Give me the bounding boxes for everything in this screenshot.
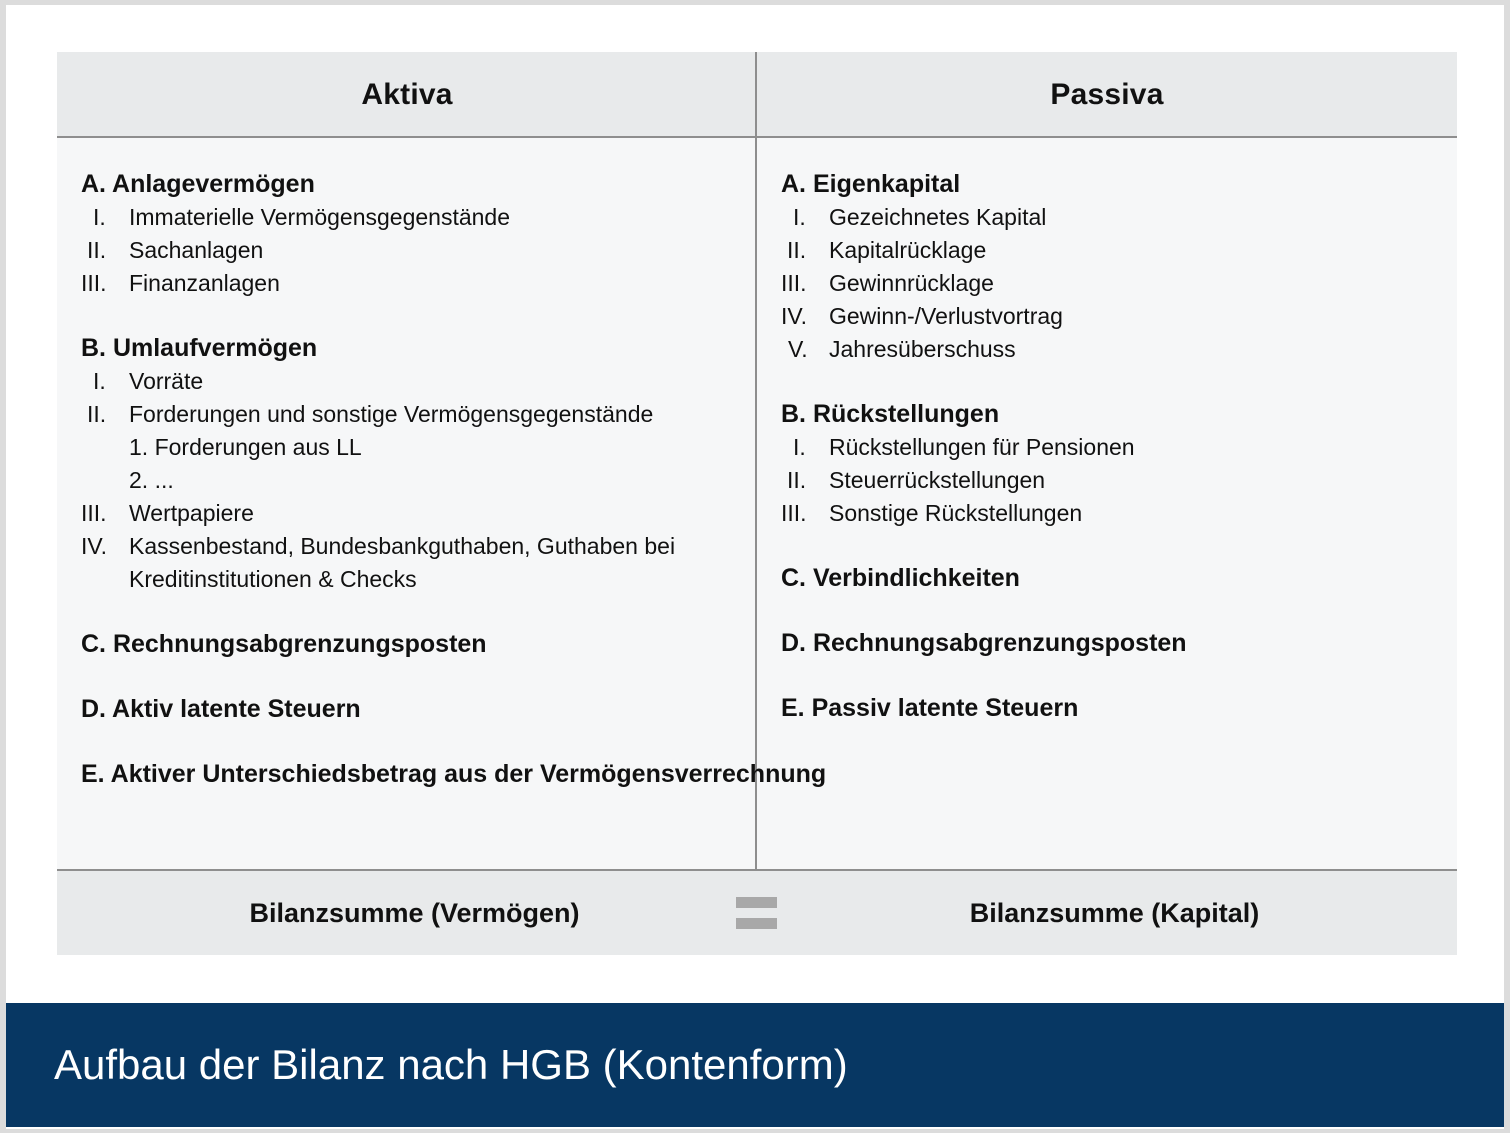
section-title: C. Verbindlichkeiten	[781, 564, 1020, 592]
item-continuation: Kreditinstitutionen & Checks	[129, 566, 417, 592]
item-number: V.	[788, 336, 808, 362]
passiva-section-c	[781, 561, 1461, 595]
item-number: II.	[787, 467, 807, 493]
section-title: D. Aktiv latente Steuern	[81, 695, 361, 723]
item-number: II.	[87, 401, 107, 427]
item-number: III.	[781, 500, 807, 526]
item-label: Gezeichnetes Kapital	[829, 204, 1047, 230]
item-number: III.	[81, 270, 107, 296]
item-number: II.	[787, 237, 807, 263]
caption-title: Aufbau der Bilanz nach HGB (Kontenform)	[54, 1041, 848, 1088]
passiva-section-e	[781, 691, 1461, 725]
sub-item: 1. Forderungen aus LL	[129, 434, 362, 460]
list-item	[781, 464, 1461, 497]
list-item	[781, 201, 1461, 234]
list-item	[781, 267, 1461, 300]
equals-icon	[736, 897, 777, 931]
aktiva-section-d	[81, 692, 761, 726]
list-item	[81, 267, 761, 300]
section-title: A. Anlagevermögen	[81, 170, 315, 198]
list-item	[81, 497, 761, 530]
sub-item: 2. ...	[129, 467, 174, 493]
caption-banner	[6, 1003, 1504, 1127]
aktiva-section-c	[81, 627, 761, 661]
item-number: II.	[87, 237, 107, 263]
item-number: I.	[793, 204, 806, 230]
item-number: I.	[793, 434, 806, 460]
bilanzsumme-kapital: Bilanzsumme (Kapital)	[969, 897, 1260, 928]
list-item	[81, 201, 761, 234]
item-label: Finanzanlagen	[129, 270, 280, 296]
item-label: Wertpapiere	[129, 500, 254, 526]
list-item	[81, 398, 761, 431]
list-item	[781, 300, 1461, 333]
aktiva-column	[81, 167, 827, 822]
item-label: Kapitalrücklage	[829, 237, 987, 263]
aktiva-section-b	[81, 331, 761, 596]
passiva-heading: Passiva	[1050, 78, 1164, 111]
item-number: III.	[81, 500, 107, 526]
item-label: Vorräte	[129, 368, 204, 394]
list-item	[781, 431, 1461, 464]
list-item	[781, 497, 1461, 530]
bilanzsumme-vermoegen: Bilanzsumme (Vermögen)	[249, 897, 580, 928]
item-label: Rückstellungen für Pensionen	[829, 434, 1135, 460]
list-item	[781, 333, 1461, 366]
item-number: IV.	[81, 533, 108, 559]
passiva-section-a	[781, 167, 1461, 366]
section-title: E. Passiv latente Steuern	[781, 694, 1079, 722]
item-label: Steuerrückstellungen	[829, 467, 1046, 493]
balance-sheet-table	[57, 52, 1457, 955]
section-title: B. Rückstellungen	[781, 400, 1000, 428]
passiva-section-d	[781, 626, 1461, 660]
aktiva-section-e	[81, 757, 827, 791]
header-row	[57, 52, 1457, 138]
list-item	[81, 365, 761, 398]
passiva-section-b	[781, 397, 1461, 530]
list-item	[81, 234, 761, 267]
aktiva-section-a	[81, 167, 761, 300]
aktiva-heading: Aktiva	[361, 78, 453, 111]
passiva-column	[781, 167, 1461, 756]
item-number: III.	[781, 270, 807, 296]
section-title: B. Umlaufvermögen	[81, 334, 318, 362]
section-title: C. Rechnungsabgrenzungsposten	[81, 630, 487, 658]
item-label: Sachanlagen	[129, 237, 264, 263]
item-label: Gewinn-/Verlustvortrag	[829, 303, 1063, 329]
section-title: E. Aktiver Unterschiedsbetrag aus der Vermögensverrechnung	[81, 760, 827, 788]
footer-row	[57, 869, 1457, 955]
item-label: Jahresüberschuss	[829, 336, 1016, 362]
item-number: I.	[93, 204, 106, 230]
section-title: D. Rechnungsabgrenzungsposten	[781, 629, 1187, 657]
item-label: Gewinnrücklage	[829, 270, 994, 296]
item-number: I.	[93, 368, 106, 394]
item-label: Sonstige Rückstellungen	[829, 500, 1083, 526]
list-item	[81, 530, 761, 563]
item-label: Immaterielle Vermögensgegenstände	[129, 204, 511, 230]
list-item	[781, 234, 1461, 267]
section-title: A. Eigenkapital	[781, 170, 961, 198]
item-label: Forderungen und sonstige Vermögensgegenstände	[129, 401, 654, 427]
item-label: Kassenbestand, Bundesbankguthaben, Guthaben bei	[129, 533, 676, 559]
item-number: IV.	[781, 303, 808, 329]
